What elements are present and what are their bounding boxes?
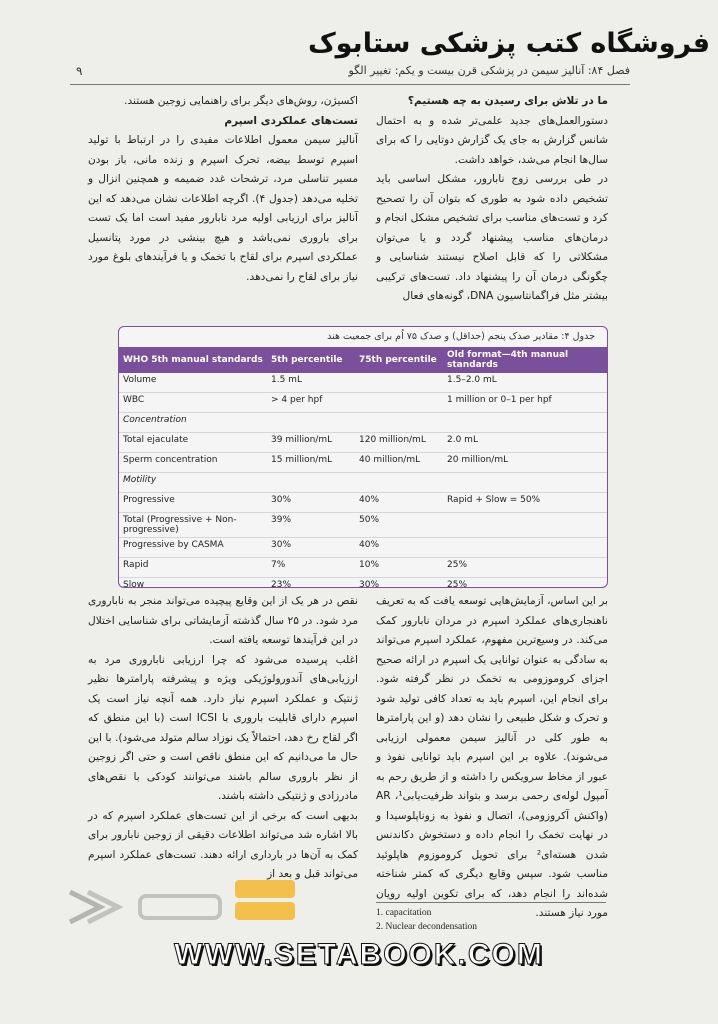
- table-row: [119, 558, 607, 578]
- table-cell: 23%: [267, 578, 355, 589]
- table-cell: 2.0 mL: [443, 433, 607, 453]
- table-row: [119, 433, 607, 453]
- table-cell: 10%: [355, 558, 443, 578]
- paragraph: بدیهی است که برخی از این تست‌های عملکرد اسپرم که در بالا اشاره شد می‌تواند اطلاعات دقیقی از زوجین نابارور برای کمک به آن‌ها در بارداری ارائه دهند. تست‌های عملکرد اسپرم می‌تواند قبل و بعد از: [88, 809, 358, 880]
- table-row: [119, 393, 607, 413]
- table-row: [119, 453, 607, 473]
- table-cell: 30%: [267, 538, 355, 558]
- table-cell: 40%: [355, 538, 443, 558]
- table-cell: 1.5–2.0 mL: [443, 373, 607, 393]
- table-cell: [355, 373, 443, 393]
- table-cell: [443, 473, 607, 493]
- table-cell: 1.5 mL: [267, 373, 355, 393]
- table-caption: جدول ۴: مقادیر صدک پنجم (حداقل) و صدک ۷۵ اُم برای جمعیت هند: [327, 331, 595, 342]
- table-cell: [355, 473, 443, 493]
- table-cell: [443, 413, 607, 433]
- table-cell: [355, 393, 443, 413]
- table-row: [119, 513, 607, 538]
- reference-table: [118, 326, 608, 588]
- paragraph: آنالیز سیمن معمول اطلاعات مفیدی را در ارتباط با تولید اسپرم توسط بیضه، تحرک اسپرم و زنده مانی، باز بودن مسیر تناسلی مرد، ترشحات غدد ضمیمه و همچنین انزال و تخلیه می‌دهد (جدول ۴). اگرچه اطلاعات نشان می‌دهد که این آنالیز برای ارزیابی اولیه مرد نابارور مفید است اما یک تست برای باروری نمی‌باشد و هیچ بینشی در مورد پتانسیل عملکردی اسپرم برای لقاح با تخمک و یا فرآیندهای بلوغ مورد نیاز برای لقاح را نمی‌دهد.: [88, 134, 358, 283]
- chapter-title: فصل ۸۴: آنالیز سیمن در پزشکی قرن بیست و یکم: تغییر الگو: [348, 64, 630, 77]
- section-heading: تست‌های عملکردی اسپرم: [224, 114, 358, 127]
- column-header: Old format—4th manual standards: [443, 347, 607, 373]
- values-table: [119, 347, 607, 588]
- table-cell: [355, 413, 443, 433]
- column-header: WHO 5th manual standards: [119, 347, 267, 373]
- table-row: [119, 373, 607, 393]
- paragraph: بر این اساس، آزمایش‌هایی توسعه یافت که به تعریف ناهنجاری‌های عملکرد اسپرم در مردان نابارور کمک می‌کند. در وسیع‌ترین مفهوم، عملکرد اسپرم می‌تواند به سادگی به عنوان توانایی یک اسپرم در ارائه صحیح اجزای کروموزومی به تخمک در نظر گرفته شود. برای انجام این، اسپرم باید به تعداد کافی تولید شود و تحرک و شکل طبیعی را نشان دهد (و این پارامترها به طور کلی در آنالیز سیمن معمولی ارزیابی می‌شوند). علاوه بر این اسپرم باید توانایی نفوذ و عبور از مخاط سرویکس را داشته و از طریق رحم به آمپول لوله‌ی رحمی برسد و بتواند ظرفیت‌یابی¹، AR (واکنش آکروزومی)، اتصال و نفوذ به زوناپلوسیدا و در نهایت تخمک را انجام داده و دستخوش دکاندنس شدن هسته‌ای² برای تحویل کروموزوم هاپلوئید مناسب شود. سپس وقایع دیگری که کمتر شناخته شده‌اند را انجام دهد، که برای تکوین اولیه رویان مورد نیاز هستند.: [376, 595, 609, 919]
- table-row: [119, 413, 607, 433]
- table-cell: Slow: [119, 578, 267, 589]
- table-cell: [443, 513, 607, 538]
- table-cell: Concentration: [119, 413, 267, 433]
- table-row: [119, 538, 607, 558]
- setabook-logo-icon: [60, 872, 320, 942]
- table-cell: Sperm concentration: [119, 453, 267, 473]
- table-cell: [267, 473, 355, 493]
- table-cell: Volume: [119, 373, 267, 393]
- table-cell: 7%: [267, 558, 355, 578]
- table-cell: 50%: [355, 513, 443, 538]
- footnotes: [376, 902, 606, 934]
- right-column-bottom: [376, 592, 608, 924]
- table-cell: 30%: [267, 493, 355, 513]
- left-column-top: [88, 92, 358, 287]
- table-cell: 40 million/mL: [355, 453, 443, 473]
- table-cell: 25%: [443, 558, 607, 578]
- table-row: [119, 578, 607, 589]
- paragraph: اغلب پرسیده می‌شود که چرا ارزیابی ناباروری مرد به ارزیابی‌های آندورولوژیکی ویژه و پیشرفته پارامترها نظیر ژنتیک و عملکرد اسپرم نیاز دارد. همه آنچه نیاز است یک اسپرم دارای قابلیت باروری با ICSI است (با این منطق که اگر لقاح رخ دهد، احتمالاً یک نوزاد سالم متولد می‌شود). با این حال ما می‌دانیم که این منطق ناقص است و حتی اگر زوجین از نظر باروری سالم باشند می‌توانند کودکی با نقص‌های مادرزادی و ژنتیکی داشته باشند.: [88, 653, 358, 802]
- table-cell: 40%: [355, 493, 443, 513]
- table-cell: 1 million or 0–1 per hpf: [443, 393, 607, 413]
- paragraph: اکسیژن، روش‌های دیگر برای راهنمایی زوجین هستند.: [124, 95, 358, 107]
- footnote: 1. capacitation: [376, 908, 432, 918]
- table-cell: Progressive: [119, 493, 267, 513]
- column-header: 75th percentile: [355, 347, 443, 373]
- paragraph: دستورالعمل‌های جدید علمی‌تر شده و به احتمال شانس گزارش به جای یک گزارش دوتایی را که برای سال‌ها انجام می‌شد، خواهد داشت.: [376, 114, 608, 166]
- table-cell: Total (Progressive + Non-progressive): [119, 513, 267, 538]
- watermark-text: WWW.SETABOOK.COM: [174, 938, 544, 971]
- right-column-top: [376, 92, 608, 307]
- store-banner: فروشگاه کتب پزشکی ستابوک: [307, 28, 711, 59]
- paragraph: در طی بررسی زوج نابارور، مشکل اساسی باید تشخیص داده شود به طوری که بتوان آن را تصحیح کرد و تست‌های مناسب برای تشخیص مشکل انجام و درمان‌های مناسب پیشنهاد گردد و یا می‌توان مشکلاتی را که قابل اصلاح نیستند شناسایی و چگونگی درمان آن را پیشنهاد داد. تست‌های ترکیبی بیشتر مثل فراگمانتاسیون DNA، گونه‌های فعال: [376, 173, 608, 302]
- column-header: 5th percentile: [267, 347, 355, 373]
- running-header: [70, 60, 630, 85]
- left-column-bottom: [88, 592, 358, 885]
- table-cell: 120 million/mL: [355, 433, 443, 453]
- table-cell: Motility: [119, 473, 267, 493]
- table-cell: 30%: [355, 578, 443, 589]
- table-cell: Rapid: [119, 558, 267, 578]
- table-cell: 20 million/mL: [443, 453, 607, 473]
- table-body: [119, 373, 607, 588]
- table-cell: 39 million/mL: [267, 433, 355, 453]
- section-heading: ما در تلاش برای رسیدن به چه هستیم؟: [407, 95, 608, 107]
- table-cell: [267, 413, 355, 433]
- table-cell: 25%: [443, 578, 607, 589]
- table-row: [119, 473, 607, 493]
- table-cell: 39%: [267, 513, 355, 538]
- table-cell: Total ejaculate: [119, 433, 267, 453]
- table-cell: Progressive by CASMA: [119, 538, 267, 558]
- table-cell: > 4 per hpf: [267, 393, 355, 413]
- table-row: [119, 493, 607, 513]
- table-cell: [443, 538, 607, 558]
- table-cell: WBC: [119, 393, 267, 413]
- table-cell: 15 million/mL: [267, 453, 355, 473]
- table-header-row: [119, 347, 607, 373]
- footnote: 2. Nuclear decondensation: [376, 922, 478, 932]
- table-cell: Rapid + Slow = 50%: [443, 493, 607, 513]
- paragraph: نقص در هر یک از این وقایع پیچیده می‌تواند منجر به ناباروری مرد شود. در ۲۵ سال گذشته آزمایشاتی برای شناسایی اختلال در این فرآیندها توسعه یافته است.: [88, 595, 358, 646]
- page-number: ۹: [76, 64, 83, 78]
